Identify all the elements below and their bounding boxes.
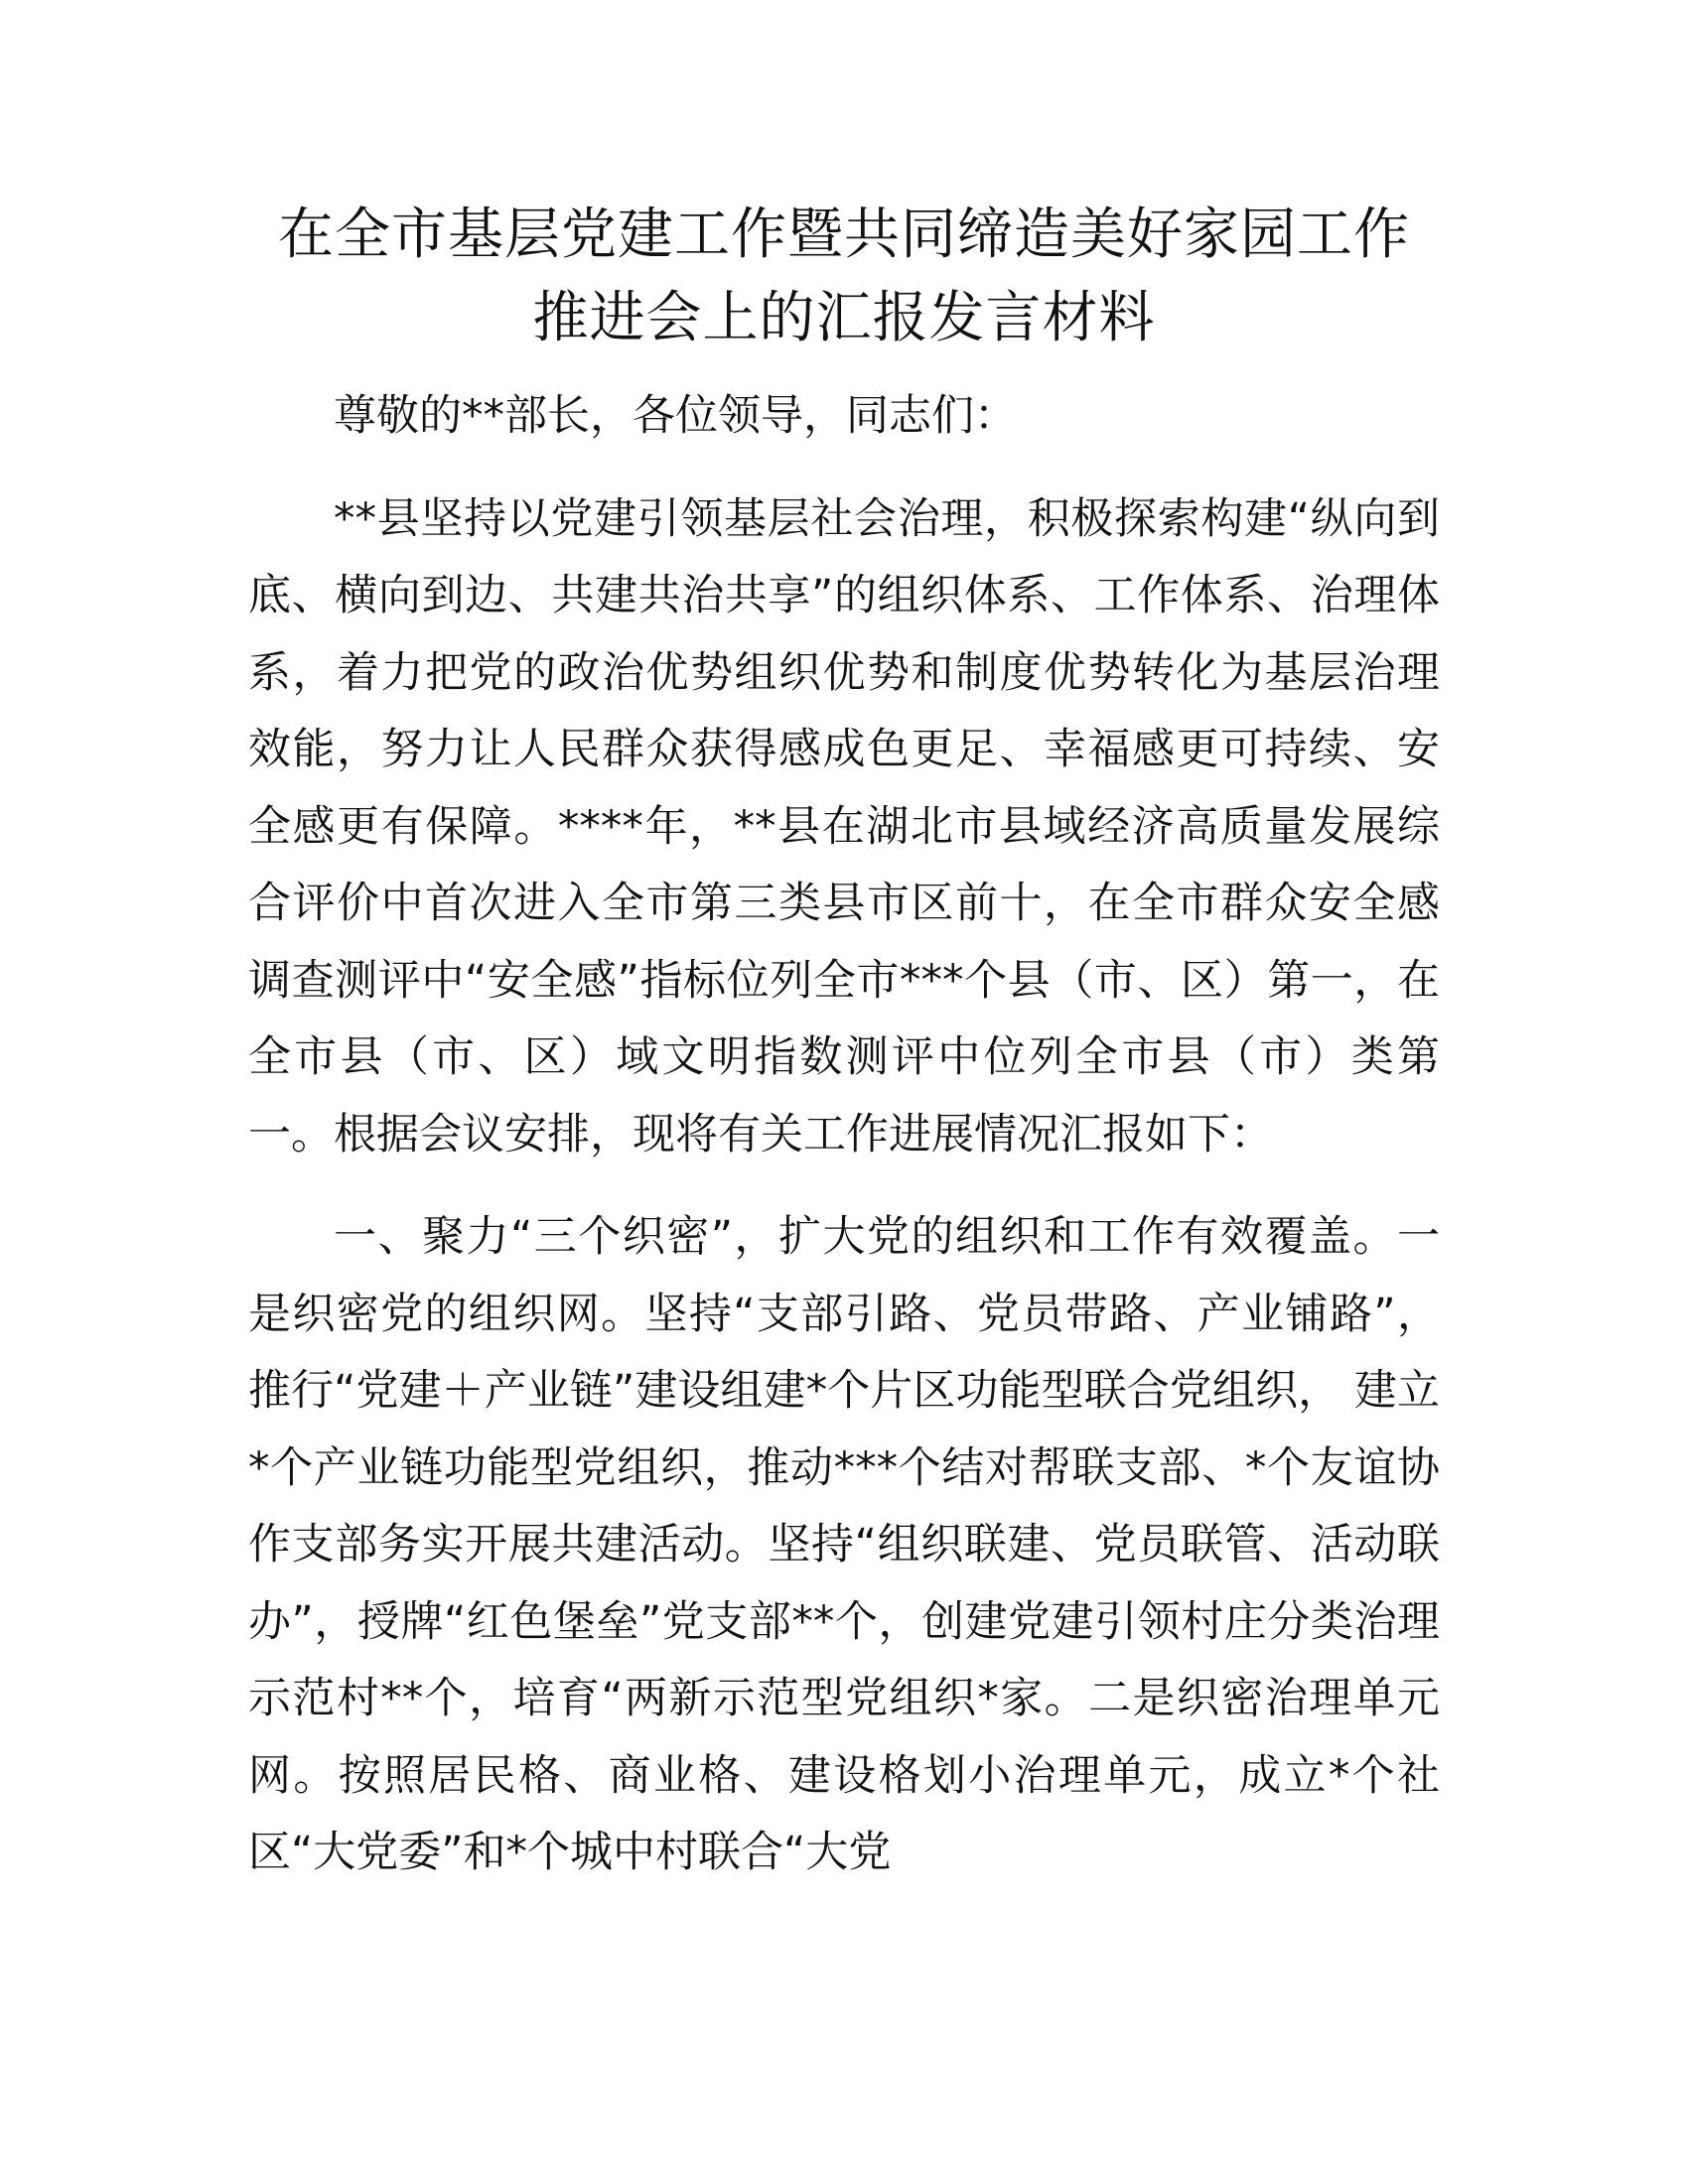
document-page: [248, 194, 1440, 1892]
document-title: [248, 194, 1440, 360]
greeting: 尊敬的**部长，各位领导，同志们：: [334, 391, 1017, 441]
paragraph-section-one: 一、聚力“三个织密”，扩大党的组织和工作有效覆盖。一是织密党的组织网。坚持“支部引路、党员带路、产业铺路”，推行“党建＋产业链”建设组建*个片区功能型联合党组织， 建立*个产业链功能型党组织，推动***个结对帮联支部、*个友谊协作支部务实开展共建活动。坚持“组织联建、党员联管、活动联办”，授牌“红色堡垒”党支部**个，创建党建引领村庄分类治理示范村**个，培育“两新示范型党组织*家。二是织密治理单元网。按照居民格、商业格、建设格划小治理单元，成立*个社区“大党委”和*个城中村联合“大党: [248, 1212, 1440, 1877]
title-line-1: 在全市基层党建工作暨共同缔造美好家园工作: [278, 203, 1410, 267]
paragraph-intro: **县坚持以党建引领基层社会治理，积极探索构建“纵向到底、横向到边、共建共治共享”的组织体系、工作体系、治理体系，着力把党的政治优势组织优势和制度优势转化为基层治理效能，努力让人民群众获得感成色更足、幸福感更可持续、安全感更有保障。****年，**县在湖北市县域经济高质量发展综合评价中首次进入全市第三类县市区前十，在全市群众安全感调查测评中“安全感”指标位列全市***个县（市、区）第一，在全市县（市、区）域文明指数测评中位列全市县（市）类第一。根据会议安排，现将有关工作进展情况汇报如下：: [248, 493, 1440, 1160]
title-line-2: 推进会上的汇报发言材料: [532, 286, 1156, 350]
